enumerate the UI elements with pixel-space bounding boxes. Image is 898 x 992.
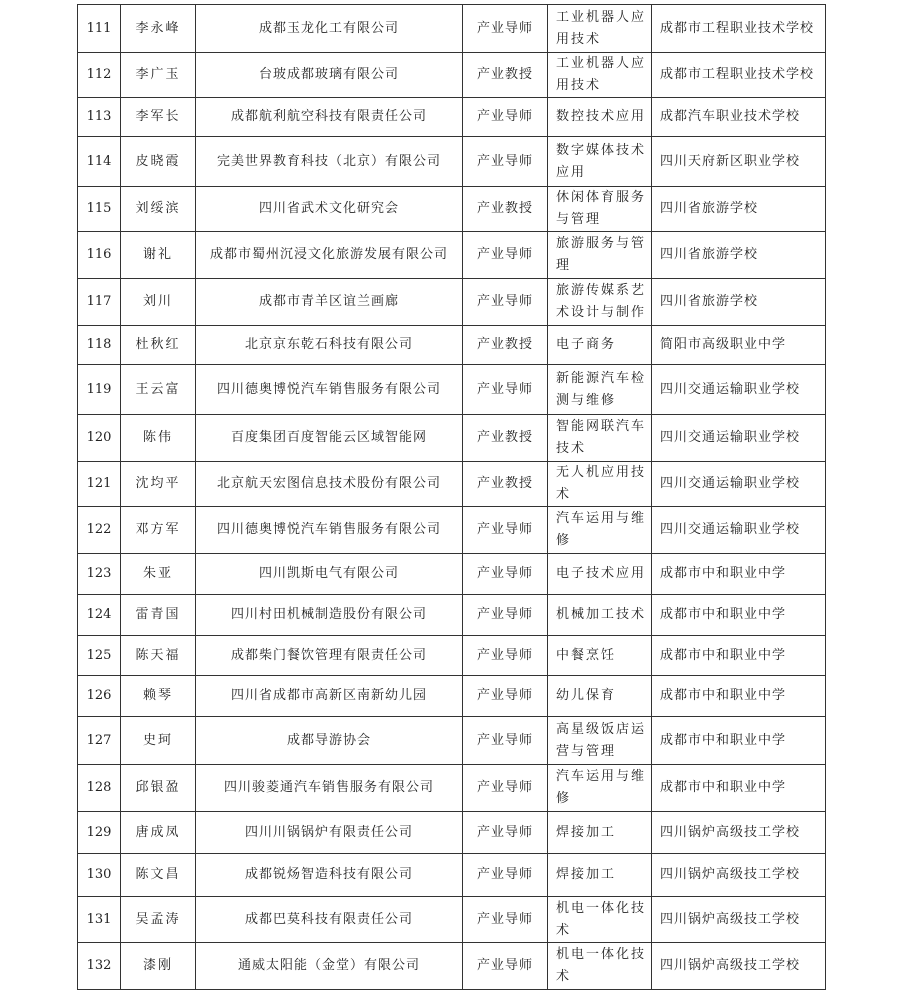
row-number: 117 (78, 279, 121, 326)
organization-name: 北京京东乾石科技有限公司 (196, 326, 463, 365)
mentor-role: 产业教授 (463, 187, 548, 232)
row-number: 123 (78, 554, 121, 595)
school-name: 成都市工程职业技术学校 (652, 5, 826, 53)
organization-name: 成都市蜀州沉浸文化旅游发展有限公司 (196, 232, 463, 279)
mentor-role: 产业导师 (463, 98, 548, 137)
school-name: 成都市中和职业中学 (652, 676, 826, 717)
school-name: 成都汽车职业技术学校 (652, 98, 826, 137)
mentor-role: 产业教授 (463, 326, 548, 365)
mentor-role: 产业导师 (463, 765, 548, 812)
organization-name: 四川德奥博悦汽车销售服务有限公司 (196, 365, 463, 415)
table-row (78, 854, 826, 897)
mentor-role: 产业导师 (463, 636, 548, 676)
school-name: 四川省旅游学校 (652, 187, 826, 232)
major-name: 电子技术应用 (548, 554, 652, 595)
mentor-name: 史珂 (121, 717, 196, 765)
table-row (78, 717, 826, 765)
school-name: 成都市中和职业中学 (652, 717, 826, 765)
mentor-name: 陈天福 (121, 636, 196, 676)
school-name: 四川锅炉高级技工学校 (652, 812, 826, 854)
school-name: 四川交通运输职业学校 (652, 415, 826, 462)
table-row (78, 897, 826, 943)
school-name: 四川交通运输职业学校 (652, 462, 826, 507)
table-row (78, 232, 826, 279)
school-name: 成都市中和职业中学 (652, 636, 826, 676)
school-name: 四川交通运输职业学校 (652, 365, 826, 415)
organization-name: 四川省武术文化研究会 (196, 187, 463, 232)
table-row (78, 765, 826, 812)
mentor-role: 产业导师 (463, 554, 548, 595)
major-name: 高星级饭店运营与管理 (548, 717, 652, 765)
mentor-role: 产业导师 (463, 137, 548, 187)
organization-name: 台玻成都玻璃有限公司 (196, 53, 463, 98)
mentor-role: 产业教授 (463, 462, 548, 507)
organization-name: 成都柴门餐饮管理有限责任公司 (196, 636, 463, 676)
mentor-name: 赖琴 (121, 676, 196, 717)
major-name: 工业机器人应用技术 (548, 53, 652, 98)
organization-name: 四川川锅锅炉有限责任公司 (196, 812, 463, 854)
table-row (78, 595, 826, 636)
table-row (78, 636, 826, 676)
table-row (78, 326, 826, 365)
major-name: 机电一体化技术 (548, 943, 652, 990)
school-name: 四川锅炉高级技工学校 (652, 897, 826, 943)
table-row (78, 98, 826, 137)
mentor-role: 产业教授 (463, 53, 548, 98)
major-name: 数字媒体技术应用 (548, 137, 652, 187)
mentor-role: 产业导师 (463, 232, 548, 279)
major-name: 休闲体育服务与管理 (548, 187, 652, 232)
school-name: 四川天府新区职业学校 (652, 137, 826, 187)
row-number: 129 (78, 812, 121, 854)
table-row (78, 279, 826, 326)
organization-name: 四川省成都市高新区南新幼儿园 (196, 676, 463, 717)
mentor-role: 产业导师 (463, 812, 548, 854)
school-name: 成都市中和职业中学 (652, 765, 826, 812)
table-row (78, 5, 826, 53)
major-name: 汽车运用与维修 (548, 507, 652, 554)
row-number: 118 (78, 326, 121, 365)
row-number: 126 (78, 676, 121, 717)
row-number: 128 (78, 765, 121, 812)
major-name: 幼儿保育 (548, 676, 652, 717)
major-name: 汽车运用与维修 (548, 765, 652, 812)
major-name: 无人机应用技术 (548, 462, 652, 507)
mentor-name: 刘绥滨 (121, 187, 196, 232)
mentor-name: 王云富 (121, 365, 196, 415)
school-name: 成都市工程职业技术学校 (652, 53, 826, 98)
table-row (78, 53, 826, 98)
major-name: 旅游服务与管理 (548, 232, 652, 279)
mentor-role: 产业导师 (463, 717, 548, 765)
school-name: 四川省旅游学校 (652, 232, 826, 279)
table-row (78, 943, 826, 990)
major-name: 旅游传媒系艺术设计与制作 (548, 279, 652, 326)
mentor-role: 产业导师 (463, 507, 548, 554)
major-name: 新能源汽车检测与维修 (548, 365, 652, 415)
mentor-name: 雷青国 (121, 595, 196, 636)
major-name: 机械加工技术 (548, 595, 652, 636)
mentor-name: 唐成凤 (121, 812, 196, 854)
mentor-name: 李广玉 (121, 53, 196, 98)
mentor-role: 产业导师 (463, 365, 548, 415)
table-row (78, 812, 826, 854)
mentor-role: 产业导师 (463, 595, 548, 636)
organization-name: 成都导游协会 (196, 717, 463, 765)
mentor-name: 陈文昌 (121, 854, 196, 897)
mentor-name: 刘川 (121, 279, 196, 326)
school-name: 四川锅炉高级技工学校 (652, 854, 826, 897)
organization-name: 北京航天宏图信息技术股份有限公司 (196, 462, 463, 507)
school-name: 四川交通运输职业学校 (652, 507, 826, 554)
table-row (78, 137, 826, 187)
school-name: 成都市中和职业中学 (652, 595, 826, 636)
organization-name: 四川村田机械制造股份有限公司 (196, 595, 463, 636)
major-name: 智能网联汽车技术 (548, 415, 652, 462)
mentor-name: 吴孟涛 (121, 897, 196, 943)
mentor-role: 产业导师 (463, 279, 548, 326)
table-row (78, 554, 826, 595)
mentor-name: 李军长 (121, 98, 196, 137)
organization-name: 四川骏菱通汽车销售服务有限公司 (196, 765, 463, 812)
major-name: 数控技术应用 (548, 98, 652, 137)
row-number: 124 (78, 595, 121, 636)
mentor-name: 沈均平 (121, 462, 196, 507)
mentor-name: 邓方军 (121, 507, 196, 554)
organization-name: 成都锐炀智造科技有限公司 (196, 854, 463, 897)
table-row (78, 415, 826, 462)
mentor-name: 杜秋红 (121, 326, 196, 365)
mentor-name: 邱银盈 (121, 765, 196, 812)
organization-name: 成都巴莫科技有限责任公司 (196, 897, 463, 943)
school-name: 成都市中和职业中学 (652, 554, 826, 595)
mentor-role: 产业导师 (463, 5, 548, 53)
row-number: 121 (78, 462, 121, 507)
row-number: 130 (78, 854, 121, 897)
row-number: 122 (78, 507, 121, 554)
organization-name: 成都玉龙化工有限公司 (196, 5, 463, 53)
row-number: 131 (78, 897, 121, 943)
mentor-role: 产业教授 (463, 415, 548, 462)
organization-name: 百度集团百度智能云区域智能网 (196, 415, 463, 462)
organization-name: 通威太阳能（金堂）有限公司 (196, 943, 463, 990)
mentor-name: 漆刚 (121, 943, 196, 990)
row-number: 119 (78, 365, 121, 415)
school-name: 简阳市高级职业中学 (652, 326, 826, 365)
table-row (78, 676, 826, 717)
row-number: 112 (78, 53, 121, 98)
table-row (78, 187, 826, 232)
mentor-role: 产业导师 (463, 854, 548, 897)
mentor-name: 朱亚 (121, 554, 196, 595)
mentor-name: 皮晓霞 (121, 137, 196, 187)
organization-name: 成都航利航空科技有限责任公司 (196, 98, 463, 137)
table-row (78, 365, 826, 415)
table-body (78, 5, 826, 990)
table-row (78, 507, 826, 554)
major-name: 电子商务 (548, 326, 652, 365)
mentor-role: 产业导师 (463, 676, 548, 717)
major-name: 机电一体化技术 (548, 897, 652, 943)
row-number: 127 (78, 717, 121, 765)
mentor-name: 谢礼 (121, 232, 196, 279)
row-number: 113 (78, 98, 121, 137)
row-number: 116 (78, 232, 121, 279)
row-number: 125 (78, 636, 121, 676)
organization-name: 完美世界教育科技（北京）有限公司 (196, 137, 463, 187)
mentor-role: 产业导师 (463, 897, 548, 943)
mentor-table (77, 4, 826, 990)
major-name: 工业机器人应用技术 (548, 5, 652, 53)
mentor-name: 李永峰 (121, 5, 196, 53)
row-number: 120 (78, 415, 121, 462)
row-number: 111 (78, 5, 121, 53)
mentor-name: 陈伟 (121, 415, 196, 462)
major-name: 焊接加工 (548, 854, 652, 897)
organization-name: 成都市青羊区谊兰画廊 (196, 279, 463, 326)
school-name: 四川锅炉高级技工学校 (652, 943, 826, 990)
row-number: 132 (78, 943, 121, 990)
table-row (78, 462, 826, 507)
organization-name: 四川德奥博悦汽车销售服务有限公司 (196, 507, 463, 554)
major-name: 中餐烹饪 (548, 636, 652, 676)
school-name: 四川省旅游学校 (652, 279, 826, 326)
row-number: 115 (78, 187, 121, 232)
major-name: 焊接加工 (548, 812, 652, 854)
organization-name: 四川凯斯电气有限公司 (196, 554, 463, 595)
mentor-role: 产业导师 (463, 943, 548, 990)
row-number: 114 (78, 137, 121, 187)
